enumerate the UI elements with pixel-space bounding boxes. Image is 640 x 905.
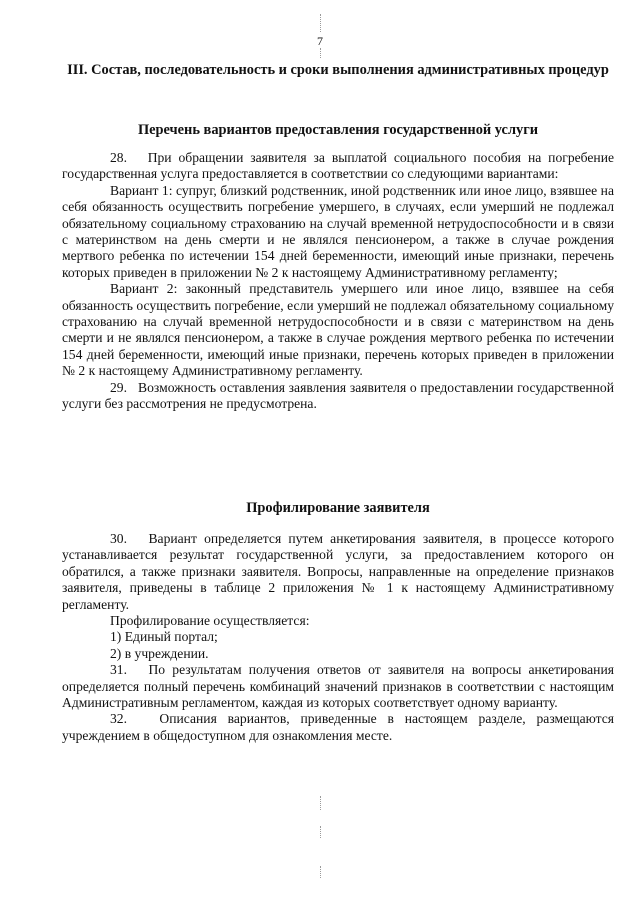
subtitle-profiling: Профилирование заявителя bbox=[246, 500, 430, 516]
section-title: III. Состав, последовательность и сроки выполнения административных процедур bbox=[67, 62, 609, 78]
page-number: 7 bbox=[317, 34, 323, 48]
bottom-fold-mark bbox=[320, 796, 322, 810]
section-body-variants bbox=[62, 150, 614, 413]
subtitle-variants: Перечень вариантов предоставления государственной услуги bbox=[137, 122, 539, 138]
bottom-fold-mark-2 bbox=[320, 826, 322, 838]
variant-1-paragraph: Вариант 1: супруг, близкий родственник, иной родственник или иное лицо, взявшее на себя обязанность осуществить погребение умершего, в случаях, если умерший не подлежал обязательному социальному страхованию на случай временной нетрудоспособности и в связи с материнством на день смерти и не являлся пенсионером, а также в случае рождения мертвого ребенка по истечении 154 дней беременности, имеющий иные признаки, перечень которых приведен в приложении № 2 к настоящему Административному регламенту; bbox=[62, 182, 614, 280]
profiling-intro: Профилирование осуществляется: bbox=[110, 613, 310, 629]
top-fold-mark bbox=[320, 14, 322, 32]
paragraph-31: 31. По результатам получения ответов от заявителя на вопросы анкетирования определяется полный перечень комбинаций значений признаков в соответствии с настоящим Административным регламентом, каждая из которых соответствует одному варианту. bbox=[62, 662, 614, 711]
paragraph-30: 30. Вариант определяется путем анкетирования заявителя, в процессе которого устанавливается результат государственной услуги, за предоставлением которого он обратился, а также признаки заявителя. Вопросы, направленные на определение признаков заявителя, приведены в таблице 2 приложения № 1 к настоящему Административному регламенту. bbox=[62, 531, 614, 612]
paragraph-32: 32. Описания вариантов, приведенные в настоящем разделе, размещаются учреждением в общедоступном для ознакомления месте. bbox=[62, 711, 614, 743]
section-body-profiling bbox=[62, 531, 614, 744]
variant-2-paragraph: Вариант 2: законный представитель умершего или иное лицо, взявшее на себя обязанность осуществить погребение, если умерший не подлежал обязательному социальному страхованию на случай временной нетрудоспособности и в связи с материнством на день смерти и не являлся пенсионером, а также в случае рождения мертвого ребенка по истечении 154 дней беременности, имеющий иные признаки, перечень которых приведен в приложении № 2 к настоящему Административному регламенту. bbox=[62, 281, 614, 379]
paragraph-29: 29. Возможность оставления заявления заявителя о предоставлении государственной услуги без рассмотрения не предусмотрена. bbox=[62, 379, 614, 412]
top-fold-mark-lower bbox=[320, 48, 322, 58]
list-item-1: 1) Единый портал; bbox=[110, 629, 218, 645]
list-item-2: 2) в учреждении. bbox=[110, 645, 209, 661]
paragraph-28: 28. При обращении заявителя за выплатой социального пособия на погребение государственная услуга предоставляется в соответствии со следующими вариантами: bbox=[62, 150, 614, 182]
bottom-fold-mark-3 bbox=[320, 866, 322, 878]
